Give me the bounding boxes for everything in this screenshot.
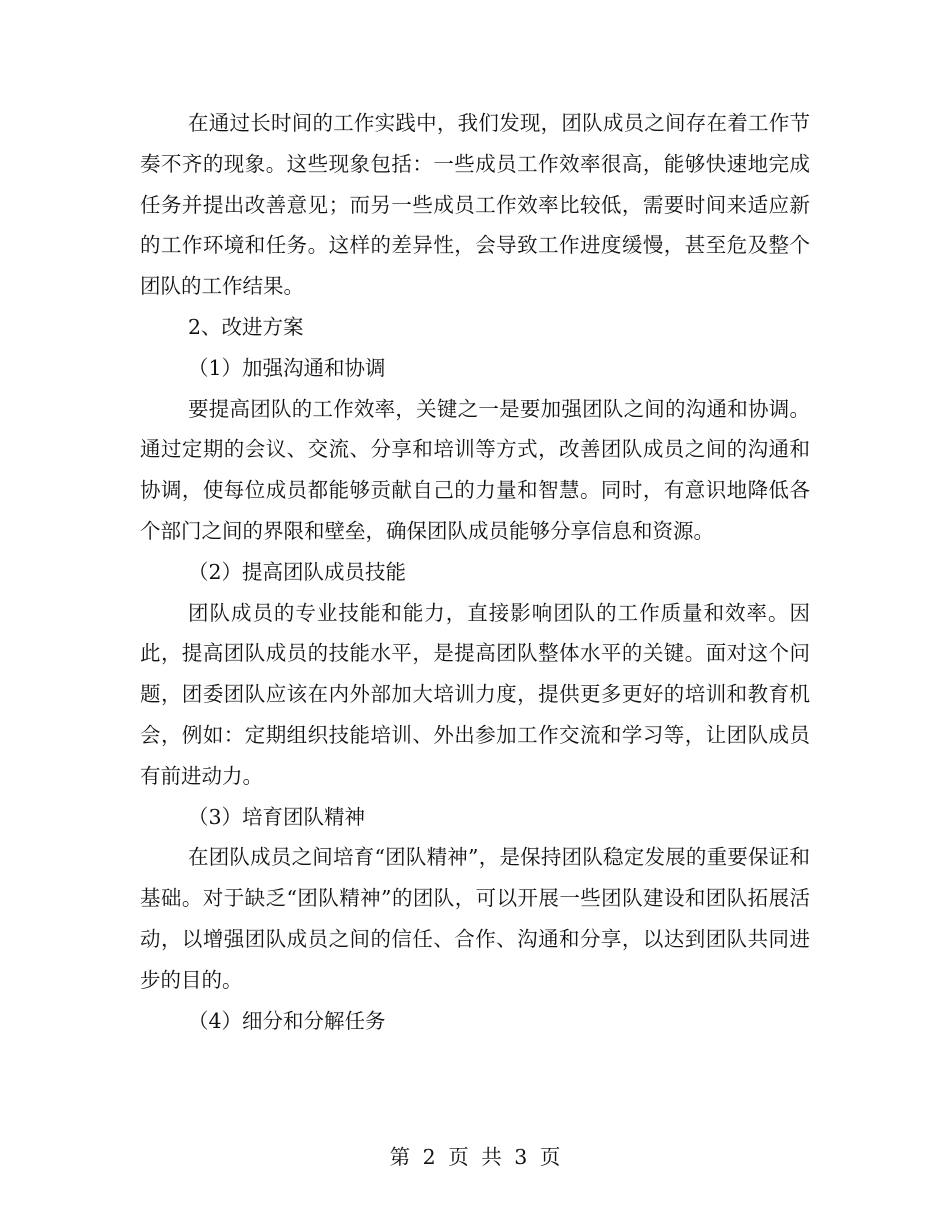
subheading-communication: （1）加强沟通和协调 [188,355,386,380]
subheading-task-breakdown: （4）细分和分解任务 [188,1008,386,1033]
subheading-team-spirit: （3）培育团队精神 [188,804,366,829]
paragraph-skills: 团队成员的专业技能和能力，直接影响团队的工作质量和效率。因此，提高团队成员的技能水平，是提高团队整体水平的关键。面对这个问题，团委团队应该在内外部加大培训力度，提供更多更好的培训和教育机会，例如：定期组织技能培训、外出参加工作交流和学习等，让团队成员有前进动力。 [140,600,810,788]
paragraph-work-rhythm: 在通过长时间的工作实践中，我们发现，团队成员之间存在着工作节奏不齐的现象。这些现象包括：一些成员工作效率很高，能够快速地完成任务并提出改善意见；而另一些成员工作效率比较低，需要时间来适应新的工作环境和任务。这样的差异性，会导致工作进度缓慢，甚至危及整个团队的工作结果。 [140,111,810,299]
document-body [140,103,810,1041]
section-heading-improvement-plan: 2、改进方案 [188,314,304,339]
paragraph-team-spirit: 在团队成员之间培育“团队精神”，是保持团队稳定发展的重要保证和基础。对于缺乏“团队精神”的团队，可以开展一些团队建设和团队拓展活动，以增强团队成员之间的信任、合作、沟通和分享，以达到团队共同进步的目的。 [140,845,810,992]
subheading-skills: （2）提高团队成员技能 [188,559,407,584]
page-footer: 第 2 页 共 3 页 [389,1145,561,1169]
paragraph-communication: 要提高团队的工作效率，关键之一是要加强团队之间的沟通和协调。通过定期的会议、交流、分享和培训等方式，改善团队成员之间的沟通和协调，使每位成员都能够贡献自己的力量和智慧。同时，有意识地降低各个部门之间的界限和壁垒，确保团队成员能够分享信息和资源。 [140,396,810,543]
